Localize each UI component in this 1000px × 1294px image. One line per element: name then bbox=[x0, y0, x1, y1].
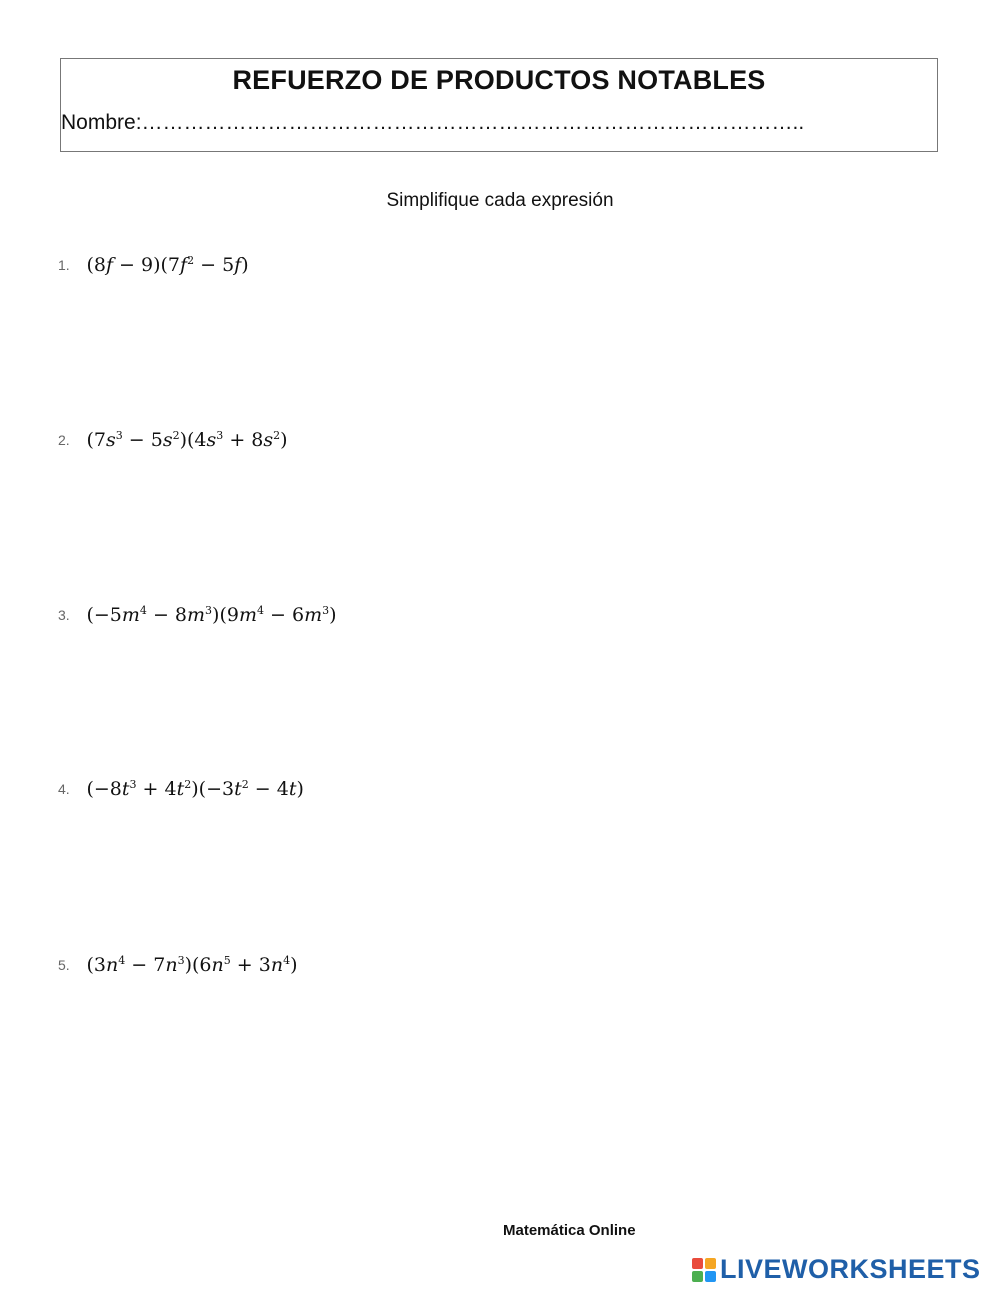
logo-square-blue bbox=[705, 1271, 716, 1282]
footer-credit: Matemática Online bbox=[503, 1222, 636, 1239]
exercise-item bbox=[58, 778, 304, 800]
page-title: REFUERZO DE PRODUCTOS NOTABLES bbox=[232, 65, 766, 95]
exercise-expression: $(7s^3 - 5s^2)(4s^3 + 8s^2)$ bbox=[86, 429, 288, 451]
exercise-number: 1. bbox=[58, 257, 70, 273]
header-box bbox=[60, 58, 938, 152]
exercise-item bbox=[58, 429, 288, 451]
exercise-number: 3. bbox=[58, 607, 70, 623]
exercise-item bbox=[58, 954, 298, 976]
exercise-number: 5. bbox=[58, 957, 70, 973]
exercise-expression: $(-5m^4 - 8m^3)(9m^4 - 6m^3)$ bbox=[86, 604, 337, 626]
liveworksheets-logo-icon bbox=[692, 1258, 716, 1282]
exercise-expression: $(-8t^3 + 4t^2)(-3t^2 - 4t)$ bbox=[86, 778, 304, 800]
logo-square-orange bbox=[705, 1258, 716, 1269]
exercise-expression: $(8f - 9)(7f^2 - 5f)$ bbox=[86, 254, 249, 276]
logo-square-green bbox=[692, 1271, 703, 1282]
brand-name: LIVEWORKSHEETS bbox=[720, 1254, 981, 1284]
exercise-expression: $(3n^4 - 7n^3)(6n^5 + 3n^4)$ bbox=[86, 954, 298, 976]
exercise-item bbox=[58, 604, 337, 626]
exercise-number: 4. bbox=[58, 781, 70, 797]
name-field[interactable]: Nombre:………………………………………………………………………………….. bbox=[61, 111, 805, 134]
brand-logo[interactable] bbox=[692, 1254, 981, 1285]
exercise-item bbox=[58, 254, 249, 276]
instruction-text: Simplifique cada expresión bbox=[386, 190, 614, 211]
logo-square-red bbox=[692, 1258, 703, 1269]
exercise-number: 2. bbox=[58, 432, 70, 448]
